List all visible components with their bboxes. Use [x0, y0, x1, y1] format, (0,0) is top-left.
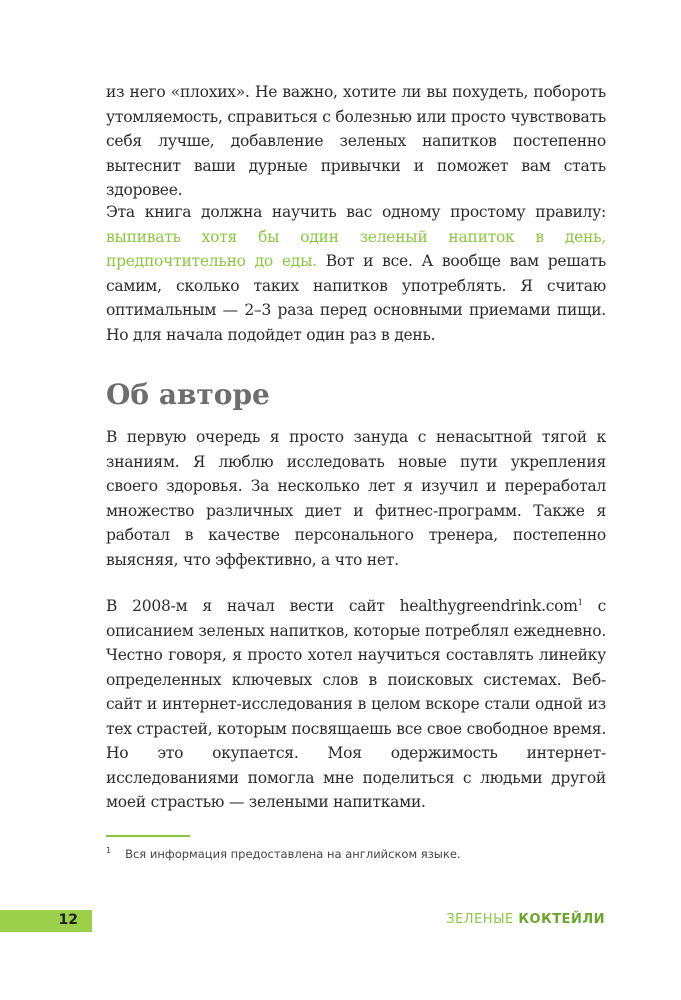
- page-body: [106, 80, 606, 815]
- footnote-divider: [106, 835, 190, 837]
- paragraph-about: В первую очередь я просто зануда с ненасытной тягой к знаниям. Я люблю исследовать новые пути укрепления своего здоровья. За несколько лет я изучил и переработал множество различных диет и фитнес-программ. Также я работал в качестве персонального тренера, постепенно выясняя, что эффективно, а что нет.: [106, 428, 606, 569]
- paragraph-intro: из него «плохих». Не важно, хотите ли вы похудеть, побороть утомляемость, справиться с болезнью или просто чувствовать себя лучше, добавление зеленых напитков постепенно вытеснит ваши дурные привычки и поможет вам стать здоровее.: [106, 83, 606, 199]
- page-number-tab: [0, 910, 92, 932]
- running-head-light: ЗЕЛЕНЫЕ: [446, 912, 514, 927]
- paragraph-rule: [106, 200, 606, 347]
- website-text-end: с описанием зеленых напитков, которые потреблял ежедневно. Честно говоря, я просто хотел научиться составлять линейку определенных ключевых слов в поисковых системах. Веб-сайт и интернет-исследования в целом вскоре стали одной из тех страстей, которым посвящаешь все свое свободное время. Но это окупается. Моя одержимость интернет-исследованиями помогла мне поделиться с людьми другой моей страстью — зелеными напитками.: [106, 597, 607, 811]
- paragraph-website: [106, 594, 606, 815]
- running-head: [446, 912, 605, 927]
- footnote-number: 1: [106, 846, 112, 855]
- website-text-start: В 2008-м я начал вести сайт healthygreendrink.com: [106, 597, 578, 615]
- rule-highlight: выпивать хотя бы один зеленый напиток в день, предпочтительно до еды.: [106, 227, 606, 270]
- rule-text-end: Вот и все. А вообще вам решать самим, сколько таких напитков употреблять. Я считаю оптимальным — 2–3 раза перед основными приемами пищи. Но для начала подойдет один раз в день.: [106, 252, 606, 344]
- section-heading: Об авторе: [106, 378, 270, 411]
- running-head-bold: КОКТЕЙЛИ: [518, 912, 605, 927]
- footnote-ref: 1: [577, 598, 583, 607]
- footnote: [106, 846, 626, 861]
- page-number: 12: [58, 912, 78, 928]
- footnote-text: Вся информация предоставлена на английском языке.: [125, 847, 461, 861]
- rule-text-start: Эта книга должна научить вас одному простому правилу:: [106, 203, 606, 221]
